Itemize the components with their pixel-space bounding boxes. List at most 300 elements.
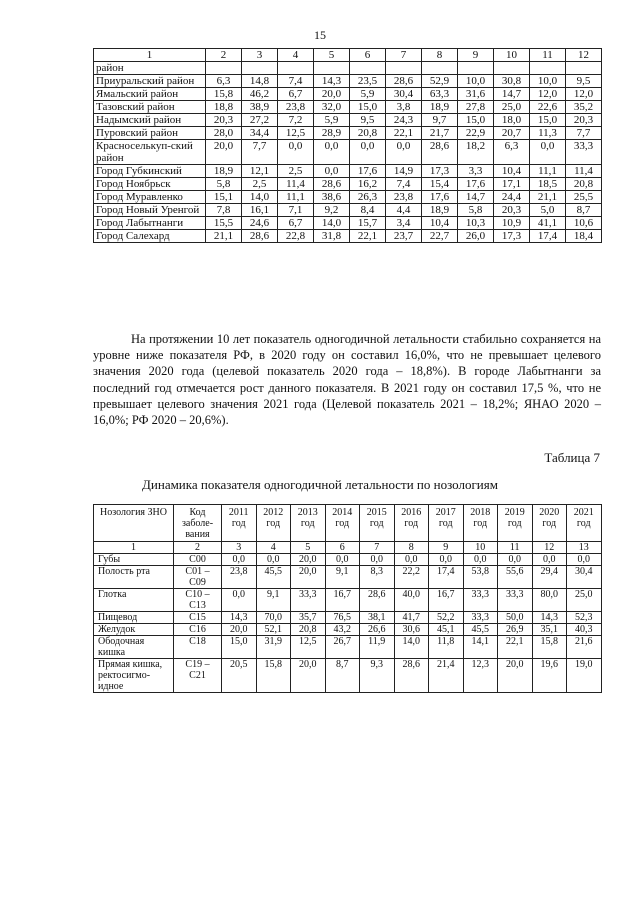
value-cell: 22,9 (458, 127, 494, 140)
disease-code-cell: C00 (174, 554, 222, 566)
value-cell: 15,8 (206, 88, 242, 101)
value-cell: 15,7 (350, 217, 386, 230)
table-row (94, 127, 602, 140)
value-cell: 14,3 (532, 612, 567, 624)
column-number-cell: 1 (94, 542, 174, 554)
value-cell: 28,6 (386, 75, 422, 88)
value-cell: 15,8 (532, 636, 567, 659)
value-cell: 7,4 (278, 75, 314, 88)
value-cell: 17,3 (494, 230, 530, 243)
table-row (94, 612, 602, 624)
value-cell: 45,1 (429, 624, 464, 636)
value-cell: 10,3 (458, 217, 494, 230)
value-cell: 28,6 (394, 659, 429, 693)
value-cell: 6,3 (206, 75, 242, 88)
column-number-cell: 12 (566, 49, 602, 62)
value-cell (422, 62, 458, 75)
value-cell: 28,6 (314, 178, 350, 191)
value-cell: 26,6 (360, 624, 395, 636)
value-cell: 16,2 (350, 178, 386, 191)
value-cell: 30,6 (394, 624, 429, 636)
value-cell: 3,4 (386, 217, 422, 230)
value-cell: 0,0 (394, 554, 429, 566)
value-cell: 0,0 (314, 140, 350, 165)
value-cell: 20,0 (314, 88, 350, 101)
table-row (94, 636, 602, 659)
disease-code-cell: C15 (174, 612, 222, 624)
value-cell: 9,7 (422, 114, 458, 127)
row-name-cell: Город Лабытнанги (94, 217, 206, 230)
value-cell: 31,9 (256, 636, 291, 659)
column-number-cell: 10 (494, 49, 530, 62)
value-cell: 18,2 (458, 140, 494, 165)
column-number-cell: 9 (429, 542, 464, 554)
column-number-cell: 7 (360, 542, 395, 554)
value-cell: 20,0 (498, 659, 533, 693)
column-header-cell: 2011 год (222, 505, 257, 542)
value-cell: 9,3 (360, 659, 395, 693)
value-cell: 14,8 (242, 75, 278, 88)
column-number-cell: 3 (222, 542, 257, 554)
value-cell: 22,1 (350, 230, 386, 243)
column-number-cell: 1 (94, 49, 206, 62)
column-header-cell: 2014 год (325, 505, 360, 542)
value-cell: 12,1 (242, 165, 278, 178)
column-number-cell: 2 (174, 542, 222, 554)
value-cell: 6,7 (278, 217, 314, 230)
column-number-cell: 12 (532, 542, 567, 554)
page-number: 15 (314, 28, 326, 42)
column-header-cell: 2016 год (394, 505, 429, 542)
disease-code-cell: C19 – C21 (174, 659, 222, 693)
value-cell: 26,7 (325, 636, 360, 659)
nosology-name-cell: Пищевод (94, 612, 174, 624)
value-cell: 5,8 (458, 204, 494, 217)
nosology-name-cell: Глотка (94, 589, 174, 612)
value-cell: 6,3 (494, 140, 530, 165)
value-cell: 23,8 (278, 101, 314, 114)
column-header-cell: 2017 год (429, 505, 464, 542)
value-cell: 14,9 (386, 165, 422, 178)
value-cell: 14,7 (494, 88, 530, 101)
value-cell: 0,0 (314, 165, 350, 178)
value-cell: 14,3 (222, 612, 257, 624)
value-cell: 22,2 (394, 566, 429, 589)
value-cell: 50,0 (498, 612, 533, 624)
value-cell: 35,2 (566, 101, 602, 114)
value-cell: 9,5 (350, 114, 386, 127)
value-cell: 24,6 (242, 217, 278, 230)
value-cell: 15,0 (222, 636, 257, 659)
table-row (94, 230, 602, 243)
value-cell: 23,8 (386, 191, 422, 204)
value-cell: 53,8 (463, 566, 498, 589)
value-cell: 25,0 (567, 589, 602, 612)
value-cell: 0,0 (325, 554, 360, 566)
column-number-cell: 11 (498, 542, 533, 554)
value-cell: 32,0 (314, 101, 350, 114)
value-cell: 7,2 (278, 114, 314, 127)
value-cell: 40,3 (567, 624, 602, 636)
value-cell: 18,9 (206, 165, 242, 178)
table-row (94, 217, 602, 230)
value-cell: 2,5 (278, 165, 314, 178)
column-number-cell: 8 (394, 542, 429, 554)
value-cell: 16,1 (242, 204, 278, 217)
value-cell: 52,2 (429, 612, 464, 624)
column-number-cell: 5 (291, 542, 326, 554)
value-cell: 6,7 (278, 88, 314, 101)
column-header-cell: 2018 год (463, 505, 498, 542)
value-cell: 8,7 (325, 659, 360, 693)
value-cell: 19,6 (532, 659, 567, 693)
value-cell: 18,9 (422, 101, 458, 114)
value-cell: 23,5 (350, 75, 386, 88)
value-cell: 22,7 (422, 230, 458, 243)
table-number-label: Таблица 7 (544, 450, 600, 465)
value-cell: 5,0 (530, 204, 566, 217)
value-cell: 9,1 (325, 566, 360, 589)
value-cell (314, 62, 350, 75)
table-header-row (94, 49, 602, 62)
table-row (94, 165, 602, 178)
value-cell: 17,4 (530, 230, 566, 243)
value-cell: 28,9 (314, 127, 350, 140)
value-cell: 21,4 (429, 659, 464, 693)
column-header-cell: 2021 год (567, 505, 602, 542)
value-cell: 28,6 (422, 140, 458, 165)
value-cell: 28,6 (242, 230, 278, 243)
table-row (94, 554, 602, 566)
mortality-by-district-table (93, 48, 602, 243)
value-cell: 45,5 (463, 624, 498, 636)
value-cell: 33,3 (463, 612, 498, 624)
column-header-cell: 2013 год (291, 505, 326, 542)
value-cell: 7,8 (206, 204, 242, 217)
value-cell: 52,1 (256, 624, 291, 636)
value-cell: 9,5 (566, 75, 602, 88)
value-cell (566, 62, 602, 75)
table-row (94, 178, 602, 191)
value-cell: 38,9 (242, 101, 278, 114)
row-name-cell: Ямальский район (94, 88, 206, 101)
value-cell: 10,4 (422, 217, 458, 230)
value-cell: 30,4 (386, 88, 422, 101)
table-row (94, 88, 602, 101)
value-cell: 41,7 (394, 612, 429, 624)
value-cell: 18,8 (206, 101, 242, 114)
value-cell: 14,1 (463, 636, 498, 659)
value-cell: 34,4 (242, 127, 278, 140)
value-cell: 12,3 (463, 659, 498, 693)
value-cell: 40,0 (394, 589, 429, 612)
table-row (94, 624, 602, 636)
value-cell: 11,3 (530, 127, 566, 140)
value-cell: 16,7 (325, 589, 360, 612)
value-cell: 27,2 (242, 114, 278, 127)
value-cell: 30,4 (567, 566, 602, 589)
value-cell: 7,1 (278, 204, 314, 217)
disease-code-cell: C18 (174, 636, 222, 659)
row-name-cell: Город Муравленко (94, 191, 206, 204)
row-name-cell: Город Губкинский (94, 165, 206, 178)
value-cell: 0,0 (278, 140, 314, 165)
value-cell: 2,5 (242, 178, 278, 191)
value-cell: 17,6 (350, 165, 386, 178)
value-cell: 16,7 (429, 589, 464, 612)
value-cell: 15,8 (256, 659, 291, 693)
value-cell: 38,1 (360, 612, 395, 624)
value-cell: 33,3 (498, 589, 533, 612)
value-cell (530, 62, 566, 75)
value-cell: 7,7 (566, 127, 602, 140)
value-cell: 33,3 (463, 589, 498, 612)
value-cell: 10,9 (494, 217, 530, 230)
value-cell: 31,6 (458, 88, 494, 101)
value-cell: 12,5 (291, 636, 326, 659)
value-cell: 3,8 (386, 101, 422, 114)
table-row (94, 114, 602, 127)
value-cell: 19,0 (567, 659, 602, 693)
value-cell: 24,3 (386, 114, 422, 127)
table-row (94, 589, 602, 612)
nosology-name-cell: Губы (94, 554, 174, 566)
value-cell: 22,1 (386, 127, 422, 140)
value-cell: 14,0 (314, 217, 350, 230)
column-number-cell: 7 (386, 49, 422, 62)
value-cell: 4,4 (386, 204, 422, 217)
table-row (94, 62, 602, 75)
value-cell: 22,8 (278, 230, 314, 243)
value-cell: 3,3 (458, 165, 494, 178)
value-cell: 8,7 (566, 204, 602, 217)
nosology-name-cell: Желудок (94, 624, 174, 636)
value-cell: 17,6 (422, 191, 458, 204)
column-number-cell: 11 (530, 49, 566, 62)
value-cell: 29,4 (532, 566, 567, 589)
value-cell: 21,1 (530, 191, 566, 204)
nosology-name-cell: Ободочная кишка (94, 636, 174, 659)
value-cell: 10,0 (530, 75, 566, 88)
value-cell: 76,5 (325, 612, 360, 624)
value-cell: 25,0 (494, 101, 530, 114)
disease-code-cell: C01 – C09 (174, 566, 222, 589)
column-header-cell: 2020 год (532, 505, 567, 542)
row-name-cell: Тазовский район (94, 101, 206, 114)
value-cell: 8,4 (350, 204, 386, 217)
value-cell: 27,8 (458, 101, 494, 114)
nosology-name-cell: Прямая кишка, ректосигмо-идное (94, 659, 174, 693)
column-number-row (94, 542, 602, 554)
value-cell: 20,5 (222, 659, 257, 693)
value-cell: 0,0 (386, 140, 422, 165)
value-cell: 0,0 (498, 554, 533, 566)
value-cell: 28,0 (206, 127, 242, 140)
value-cell: 15,1 (206, 191, 242, 204)
value-cell: 80,0 (532, 589, 567, 612)
value-cell: 11,4 (278, 178, 314, 191)
value-cell: 31,8 (314, 230, 350, 243)
value-cell: 18,4 (566, 230, 602, 243)
value-cell (386, 62, 422, 75)
value-cell: 22,1 (498, 636, 533, 659)
row-name-cell: Надымский район (94, 114, 206, 127)
value-cell: 20,0 (291, 659, 326, 693)
mortality-by-nosology-table (93, 504, 602, 693)
value-cell: 5,8 (206, 178, 242, 191)
row-name-cell: Красноселькуп-ский район (94, 140, 206, 165)
table-row (94, 566, 602, 589)
value-cell: 12,0 (530, 88, 566, 101)
value-cell: 20,0 (291, 566, 326, 589)
value-cell: 45,5 (256, 566, 291, 589)
value-cell: 0,0 (463, 554, 498, 566)
value-cell: 26,3 (350, 191, 386, 204)
value-cell: 11,9 (360, 636, 395, 659)
value-cell: 20,0 (291, 554, 326, 566)
nosology-name-cell: Полость рта (94, 566, 174, 589)
value-cell: 20,8 (350, 127, 386, 140)
value-cell: 14,0 (242, 191, 278, 204)
row-name-cell: район (94, 62, 206, 75)
value-cell: 17,1 (494, 178, 530, 191)
value-cell: 17,6 (458, 178, 494, 191)
row-name-cell: Город Салехард (94, 230, 206, 243)
value-cell: 55,6 (498, 566, 533, 589)
value-cell: 0,0 (530, 140, 566, 165)
value-cell (458, 62, 494, 75)
value-cell: 14,0 (394, 636, 429, 659)
table-row (94, 659, 602, 693)
value-cell: 11,8 (429, 636, 464, 659)
value-cell: 11,1 (530, 165, 566, 178)
disease-code-cell: C10 – C13 (174, 589, 222, 612)
value-cell: 0,0 (222, 554, 257, 566)
value-cell: 22,6 (530, 101, 566, 114)
value-cell: 35,1 (532, 624, 567, 636)
value-cell: 35,7 (291, 612, 326, 624)
table-row (94, 191, 602, 204)
column-header-cell: 2015 год (360, 505, 395, 542)
table-row (94, 140, 602, 165)
value-cell: 14,3 (314, 75, 350, 88)
table-row (94, 101, 602, 114)
disease-code-cell: C16 (174, 624, 222, 636)
value-cell: 21,7 (422, 127, 458, 140)
value-cell: 70,0 (256, 612, 291, 624)
value-cell: 26,9 (498, 624, 533, 636)
value-cell: 33,3 (291, 589, 326, 612)
column-number-cell: 4 (256, 542, 291, 554)
value-cell: 33,3 (566, 140, 602, 165)
value-cell: 20,3 (494, 204, 530, 217)
column-number-cell: 9 (458, 49, 494, 62)
body-paragraph: На протяжении 10 лет показатель одногодичной летальности стабильно сохраняется на уровне ниже показателя РФ, в 2020 году он составил 16,0%, что не превышает целевого значения 2020 года (целевой показатель 2020 года – 18,8%). В городе Лабытнанги за последний год отмечается рост данного показателя. В 2021 году он составил 17,5 %, что не превышает целевого значения 2021 года (Целевой показатель 2021 – 18,2%; ЯНАО 2020 – 16,0%; РФ 2020 – 20,6%). (93, 332, 601, 428)
column-number-cell: 13 (567, 542, 602, 554)
value-cell: 15,4 (422, 178, 458, 191)
table-header-row (94, 505, 602, 542)
value-cell: 17,4 (429, 566, 464, 589)
value-cell: 20,3 (206, 114, 242, 127)
column-header-cell: 2019 год (498, 505, 533, 542)
value-cell: 43,2 (325, 624, 360, 636)
column-number-cell: 3 (242, 49, 278, 62)
value-cell: 52,3 (567, 612, 602, 624)
column-number-cell: 6 (350, 49, 386, 62)
row-name-cell: Город Новый Уренгой (94, 204, 206, 217)
column-number-cell: 4 (278, 49, 314, 62)
value-cell: 20,7 (494, 127, 530, 140)
value-cell: 7,7 (242, 140, 278, 165)
value-cell: 15,0 (458, 114, 494, 127)
column-number-cell: 6 (325, 542, 360, 554)
value-cell: 12,5 (278, 127, 314, 140)
value-cell: 46,2 (242, 88, 278, 101)
value-cell: 21,1 (206, 230, 242, 243)
value-cell: 21,6 (567, 636, 602, 659)
table-row (94, 204, 602, 217)
value-cell: 20,8 (291, 624, 326, 636)
value-cell: 11,4 (566, 165, 602, 178)
column-header-cell: Код заболе-вания (174, 505, 222, 542)
value-cell: 0,0 (222, 589, 257, 612)
row-name-cell: Пуровский район (94, 127, 206, 140)
value-cell: 0,0 (429, 554, 464, 566)
value-cell: 9,1 (256, 589, 291, 612)
value-cell: 18,0 (494, 114, 530, 127)
value-cell: 0,0 (532, 554, 567, 566)
row-name-cell: Город Ноябрьск (94, 178, 206, 191)
value-cell: 23,7 (386, 230, 422, 243)
value-cell: 20,8 (566, 178, 602, 191)
value-cell: 15,0 (350, 101, 386, 114)
row-name-cell: Приуральский район (94, 75, 206, 88)
value-cell: 12,0 (566, 88, 602, 101)
table-title: Динамика показателя одногодичной летальности по нозологиям (142, 477, 498, 492)
value-cell: 26,0 (458, 230, 494, 243)
column-header-cell: 2012 год (256, 505, 291, 542)
value-cell: 11,1 (278, 191, 314, 204)
value-cell: 20,3 (566, 114, 602, 127)
column-number-cell: 8 (422, 49, 458, 62)
value-cell: 0,0 (360, 554, 395, 566)
column-number-cell: 10 (463, 542, 498, 554)
column-header-cell: Нозология ЗНО (94, 505, 174, 542)
value-cell: 20,0 (206, 140, 242, 165)
value-cell: 18,9 (422, 204, 458, 217)
value-cell: 10,4 (494, 165, 530, 178)
table-row (94, 75, 602, 88)
value-cell: 0,0 (567, 554, 602, 566)
value-cell: 10,6 (566, 217, 602, 230)
value-cell: 5,9 (314, 114, 350, 127)
column-number-cell: 2 (206, 49, 242, 62)
value-cell: 17,3 (422, 165, 458, 178)
value-cell: 15,0 (530, 114, 566, 127)
value-cell (278, 62, 314, 75)
value-cell: 20,0 (222, 624, 257, 636)
column-number-cell: 5 (314, 49, 350, 62)
value-cell: 30,8 (494, 75, 530, 88)
value-cell: 0,0 (350, 140, 386, 165)
value-cell: 18,5 (530, 178, 566, 191)
value-cell: 14,7 (458, 191, 494, 204)
value-cell: 15,5 (206, 217, 242, 230)
value-cell: 28,6 (360, 589, 395, 612)
value-cell (350, 62, 386, 75)
value-cell (494, 62, 530, 75)
value-cell: 7,4 (386, 178, 422, 191)
